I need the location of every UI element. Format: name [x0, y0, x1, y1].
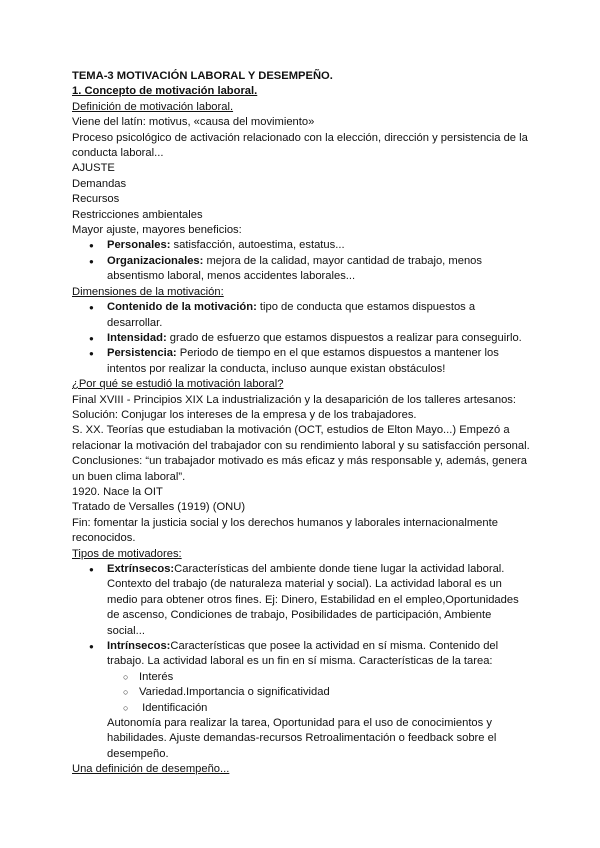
list-item: [107, 331, 532, 346]
list-item: [107, 639, 532, 762]
item-text: tipo de conducta que estamos dispuestos a: [259, 301, 476, 314]
history-line: Final XVIII - Principios XIX La industrialización y la desaparición de los talleres artesanos:: [72, 393, 516, 406]
subheading-dimensiones: Dimensiones de la motivación:: [72, 285, 224, 298]
list-item: [107, 300, 532, 331]
dimensiones-list: [72, 300, 532, 377]
list-item: [107, 254, 532, 285]
item-text: intentos por realizar la conducta, incluso aunque existan obstáculos!: [107, 362, 446, 375]
paragraph-proceso-line: Proceso psicológico de activación relacionado con la elección, dirección y persistencia de la: [72, 131, 528, 144]
section-heading-concepto: 1. Concepto de motivación laboral.: [72, 85, 258, 98]
item-text: trabajo. La actividad laboral es un fin en sí misma. Características de la tarea:: [107, 655, 493, 668]
history-line: un buen clima laboral”.: [72, 470, 186, 483]
history-line: Conclusiones: “un trabajador motivado es más eficaz y más responsable y, además, genera: [72, 455, 527, 468]
item-label: Personales:: [107, 239, 171, 252]
history-line: reconocidos.: [72, 532, 136, 545]
ajuste-line: Recursos: [72, 193, 120, 206]
list-item: [107, 238, 532, 253]
item-text: social...: [107, 624, 145, 637]
item-text: grado de esfuerzo que estamos dispuestos a realizar para conseguirlo.: [169, 331, 522, 344]
sublist-item: ○ Interés: [139, 670, 532, 685]
history-line: Solución: Conjugar los intereses de la empresa y de los trabajadores.: [72, 408, 417, 421]
item-text: absentismo laboral, menos accidentes laborales...: [107, 270, 356, 283]
ajuste-line: Demandas: [72, 177, 127, 190]
item-text: Autonomía para realizar la tarea, Oportunidad para el uso de conocimientos y: [107, 717, 492, 730]
item-text: Contexto del trabajo (de naturaleza material y social). La actividad laboral es un: [107, 578, 502, 591]
item-label: Intrínsecos:: [107, 640, 171, 653]
ajuste-line: Restricciones ambientales: [72, 208, 203, 221]
item-label: Contenido de la motivación:: [107, 301, 257, 314]
item-label: Persistencia:: [107, 347, 177, 360]
item-text: desempeño.: [107, 747, 169, 760]
subheading-tipos: Tipos de motivadores:: [72, 547, 182, 560]
list-item: [107, 346, 532, 377]
tipos-list: [72, 562, 532, 762]
item-text: mejora de la calidad, mayor cantidad de trabajo, menos: [206, 254, 482, 267]
item-text: habilidades. Ajuste demandas-recursos Retroalimentación o feedback sobre el: [107, 732, 497, 745]
history-line: relacionar la motivación del trabajador con su rendimiento laboral y su satisfacción personal.: [72, 439, 530, 452]
history-line: S. XX. Teorías que estudiaban la motivación (OCT, estudios de Elton Mayo...) Empezó a: [72, 424, 510, 437]
paragraph-proceso-line: conducta laboral...: [72, 147, 164, 160]
item-text: de ascenso, Condiciones de trabajo, Posibilidades de participación, Ambiente: [107, 609, 492, 622]
tarea-sublist: [107, 670, 532, 716]
subheading-por-que: ¿Por qué se estudió la motivación laboral?: [72, 378, 284, 391]
history-line: Fin: fomentar la justicia social y los derechos humanos y laborales internacionalmente: [72, 516, 498, 529]
sublist-item: ○ Variedad.Importancia o significatividad: [139, 685, 532, 700]
document-page: [72, 69, 532, 778]
item-text: Periodo de tiempo en el que estamos dispuestos a mantener los: [179, 347, 499, 360]
item-label: Intensidad:: [107, 331, 167, 344]
item-label: Organizacionales:: [107, 254, 204, 267]
beneficios-list: [72, 238, 532, 284]
item-text: Características que posee la actividad en sí misma. Contenido del: [170, 640, 499, 653]
paragraph-latin: Viene del latín: motivus, «causa del movimiento»: [72, 116, 315, 129]
ajuste-line: AJUSTE: [72, 162, 115, 175]
document-title: TEMA-3 MOTIVACIÓN LABORAL Y DESEMPEÑO.: [72, 70, 333, 82]
history-line: 1920. Nace la OIT: [72, 485, 163, 498]
history-line: Tratado de Versalles (1919) (ONU): [72, 501, 246, 514]
sublist-item: ○ Identificación: [139, 701, 532, 716]
subheading-desempeno: Una definición de desempeño...: [72, 763, 230, 776]
ajuste-line: Mayor ajuste, mayores beneficios:: [72, 224, 242, 237]
item-text: medio para obtener otros fines. Ej: Dinero, Estabilidad en el empleo,Oportunidades: [107, 593, 519, 606]
list-item: [107, 562, 532, 639]
item-text: Características del ambiente donde tiene lugar la actividad laboral.: [174, 563, 505, 575]
subheading-definicion: Definición de motivación laboral.: [72, 100, 234, 113]
item-text: satisfacción, autoestima, estatus...: [173, 239, 345, 252]
item-label: Extrínsecos:: [107, 563, 175, 575]
item-text: desarrollar.: [107, 316, 163, 329]
